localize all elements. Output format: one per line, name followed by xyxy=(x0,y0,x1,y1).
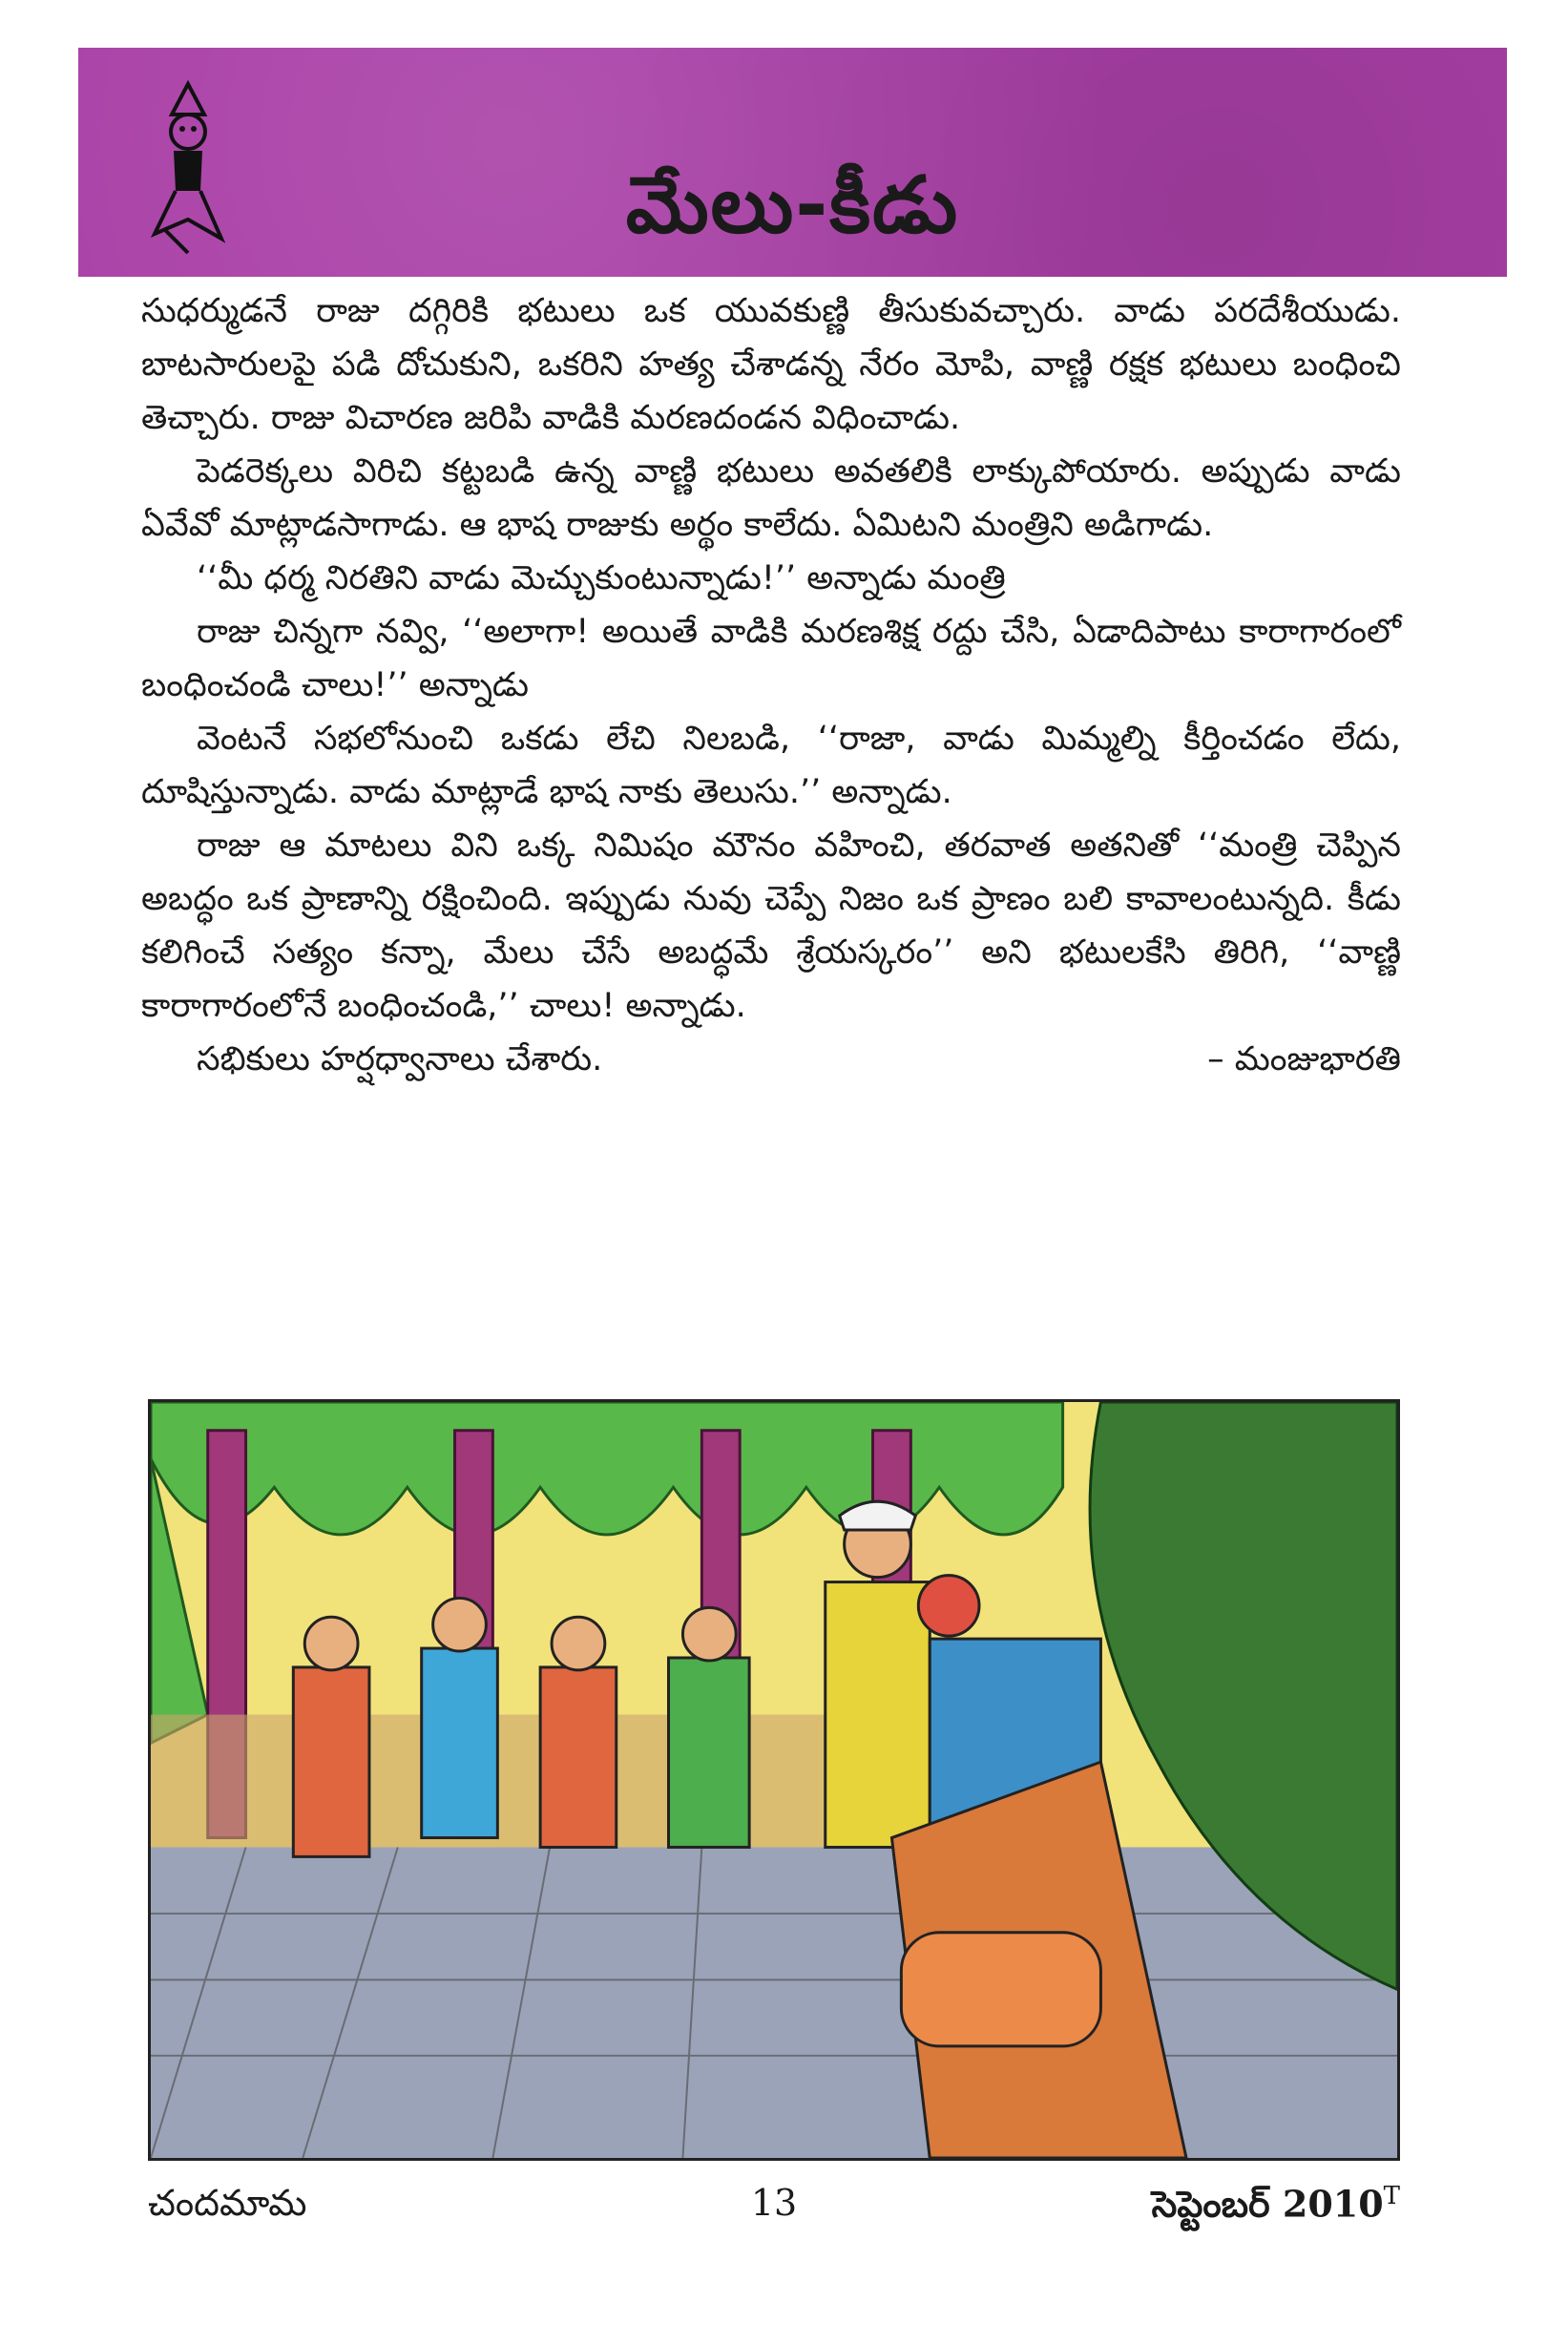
royal-court-illustration xyxy=(148,1399,1400,2161)
story-body xyxy=(141,284,1401,1086)
title-banner xyxy=(78,48,1507,277)
issue-date-text: సెప్టెంబర్ 2010 xyxy=(1151,2182,1384,2226)
closing-line: సభికులు హర్షధ్వానాలు చేశారు. xyxy=(197,1040,603,1078)
story-paragraph: పెడరెక్కలు విరిచి కట్టబడి ఉన్న వాణ్ణి భటులు అవతలికి లాక్కుపోయారు. అప్పుడు వాడు ఏవేవో మాట్లాడసాగాడు. ఆ భాష రాజుకు అర్థం కాలేదు. ఏమిటని మంత్రిని అడిగాడు. xyxy=(141,452,1401,544)
author-name: – మంజుభారతి xyxy=(1207,1040,1401,1078)
story-paragraph: వెంటనే సభలోనుంచి ఒకడు లేచి నిలబడి, ‘‘రాజా, వాడు మిమ్మల్ని కీర్తించడం లేదు, దూషిస్తున్నాడు. వాడు మాట్లాడే భాష నాకు తెలుసు.’’ అన్నాడు. xyxy=(141,720,1401,811)
issue-date xyxy=(1152,2182,1400,2235)
page-footer xyxy=(148,2174,1400,2231)
page-title: మేలు-కీడు xyxy=(625,160,960,251)
footer-mark: T xyxy=(1383,2182,1400,2210)
closing-line-row xyxy=(141,1033,1401,1086)
magazine-name: చందమామ xyxy=(148,2182,307,2224)
story-paragraph: సుధర్ముడనే రాజు దగ్గిరికి భటులు ఒక యువకుణ్ణి తీసుకువచ్చారు. వాడు పరదేశీయుడు. బాటసారులపై పడి దోచుకుని, ఒకరిని హత్య చేశాడన్న నేరం మోపి, వాణ్ణి రక్షక భటులు బంధించి తెచ్చారు. రాజు విచారణ జరిపి వాడికి మరణదండన విధించాడు. xyxy=(141,292,1401,437)
page-number: 13 xyxy=(750,2182,798,2224)
story-paragraph: రాజు ఆ మాటలు విని ఒక్క నిమిషం మౌనం వహించి, తరవాత అతనితో ‘‘మంత్రి చెప్పిన అబద్ధం ఒక ప్రాణాన్ని రక్షించింది. ఇప్పుడు నువు చెప్పే నిజం ఒక ప్రాణం బలి కావాలంటున్నది. కీడు కలిగించే సత్యం కన్నా, మేలు చేసే అబద్ధమే శ్రేయస్కరం’’ అని భటులకేసి తిరిగి, ‘‘వాణ్ణి కారాగారంలోనే బంధించండి,’’ చాలు! అన్నాడు. xyxy=(141,827,1401,1025)
story-paragraph: రాజు చిన్నగా నవ్వి, ‘‘అలాగా! అయితే వాడికి మరణశిక్ష రద్దు చేసి, ఏడాదిపాటు కారాగారంలో బంధించండి చాలు!’’ అన్నాడు xyxy=(141,613,1401,704)
story-paragraph: ‘‘మీ ధర్మ నిరతిని వాడు మెచ్చుకుంటున్నాడు!’’ అన్నాడు మంత్రి xyxy=(197,559,1006,597)
